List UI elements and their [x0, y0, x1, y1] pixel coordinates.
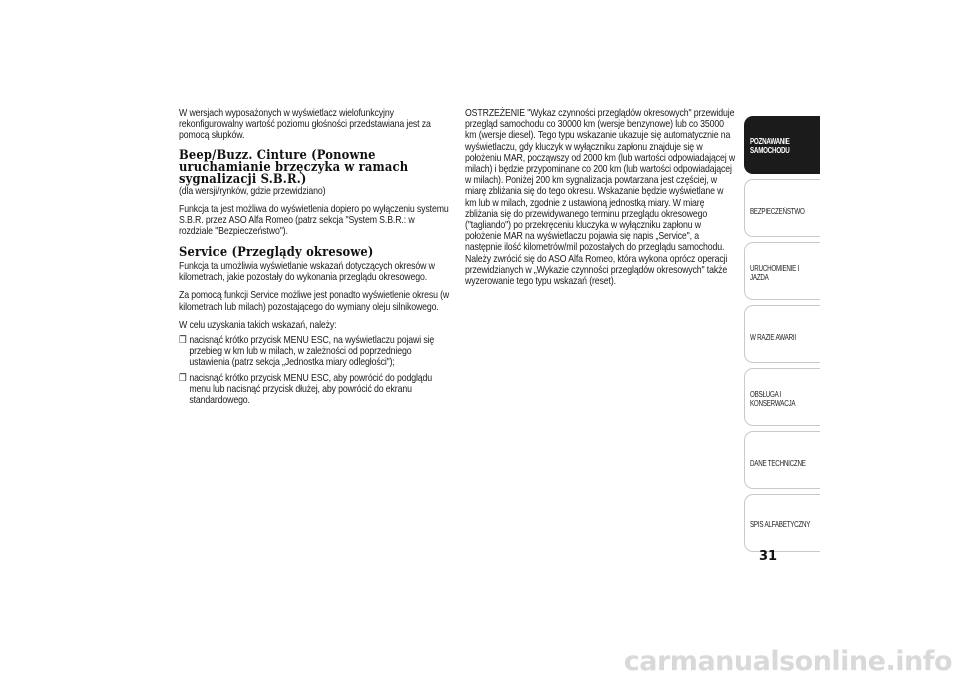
checkbox-bullet-icon: ❒: [179, 372, 187, 384]
tab-label: POZNAWANIE SAMOCHODU: [750, 137, 790, 155]
tab-spis-alfabetyczny[interactable]: [744, 494, 820, 552]
service-text-2: Za pomocą funkcji Service możliwe jest ponadto wyświetlenie okresu (w kilometrach lub milach) pozostającego do wymiany oleju silnikowego.: [179, 290, 450, 313]
tab-label: SPIS ALFABETYCZNY: [750, 520, 811, 529]
intro-paragraph: W wersjach wyposażonych w wyświetlacz wielofunkcyjny rekonfigurowalny wartość poziomu głośności przedstawiana jest za pomocą słupków.: [179, 108, 431, 142]
list-item-text: nacisnąć krótko przycisk MENU ESC, aby powrócić do podglądu menu lub nacisnąć przycisk dłużej, aby powrócić do ekranu standardowego.: [189, 372, 433, 407]
beep-section-text: Funkcja ta jest możliwa do wyświetlenia dopiero po wyłączeniu systemu S.B.R. przez ASO Alfa Romeo (patrz sekcja "System S.B.R.: w rozdziale "Bezpieczeństwo").: [179, 204, 449, 238]
page-number: 31: [759, 549, 778, 564]
tab-label: BEZPIECZEŃSTWO: [750, 207, 805, 216]
list-item-text: nacisnąć krótko przycisk MENU ESC, na wyświetlaczu pojawi się przebieg w km lub w milach, w zależności od poprzedniego ustawienia (patrz sekcja „Jednostka miary odległości");: [189, 335, 435, 369]
service-text-3: W celu uzyskania takich wskazań, należy:: [179, 319, 337, 331]
tab-label: URUCHOMIENIE I JAZDA: [750, 264, 800, 282]
tab-label: DANE TECHNICZNE: [750, 459, 806, 468]
tab-uruchomienie-i-jazda[interactable]: [744, 242, 820, 300]
tab-bezpieczenstwo[interactable]: [744, 179, 820, 237]
warning-paragraph: OSTRZEŻENIE "Wykaz czynności przeglądów okresowych" przewiduje przegląd samochodu co 30000 km (wersje benzynowe) lub co 35000 km (wersje diesel). Tego typu wskazanie ukazuje się automatycznie na wyświetlaczu, gdy kluczyk w wyłączniku zapłonu znajduje się w położeniu MAR, począwszy od 2000 km (lub wartości odpowiadającej w milach) i będzie przypominane co 200 km (lub wartości odpowiadającej w milach). Poniżej 200 km sygnalizacja powtarzana jest częściej, w miarę zbliżania się do tego okresu. Wskazanie będzie wyświetlane w km lub w milach, zgodnie z ustawioną jednostką miary. W miarę zbliżania się do przewidywanego terminu przeglądu okresowego ("tagliando") po przekręceniu kluczyka w wyłączniku zapłonu w położenie MAR na wyświetlaczu pojawia się napis „Service", a następnie ilość kilometrów/mil pozostałych do przeglądu samochodu. Należy zwrócić się do ASO Alfa Romeo, która wykona oprócz operacji przewidzianych w „Wykazie czynności przeglądów okresowych" także wyzerowanie tego typu wskazań (reset).: [465, 108, 736, 288]
chapter-tabs: [744, 116, 820, 557]
left-column: [179, 108, 450, 410]
tab-w-razie-awarii[interactable]: [744, 305, 820, 363]
watermark: carmanualsonline.info: [623, 646, 952, 677]
checkbox-bullet-icon: ❒: [179, 335, 187, 347]
list-item: [179, 373, 450, 407]
tab-obsluga-i-konserwacja[interactable]: [744, 368, 820, 426]
tab-label: W RAZIE AWARII: [750, 333, 796, 342]
right-column: [465, 108, 736, 294]
tab-dane-techniczne[interactable]: [744, 431, 820, 489]
beep-section-heading: Beep/Buzz. Cinture (Ponowne uruchamianie brzęczyka w ramach sygnalizacji S.B.R.): [179, 146, 409, 188]
list-item: [179, 335, 450, 369]
service-section-heading: Service (Przeglądy okresowe): [179, 243, 374, 260]
beep-section-subtitle: (dla wersji/rynków, gdzie przewidziano): [179, 185, 326, 197]
service-text-1: Funkcja ta umożliwia wyświetlanie wskazań dotyczących okresów w kilometrach, jakie pozostały do wykonania przeglądu okresowego.: [179, 261, 435, 284]
tab-label: OBSŁUGA I KONSERWACJA: [750, 390, 796, 408]
tab-poznawanie-samochodu[interactable]: [744, 116, 820, 174]
